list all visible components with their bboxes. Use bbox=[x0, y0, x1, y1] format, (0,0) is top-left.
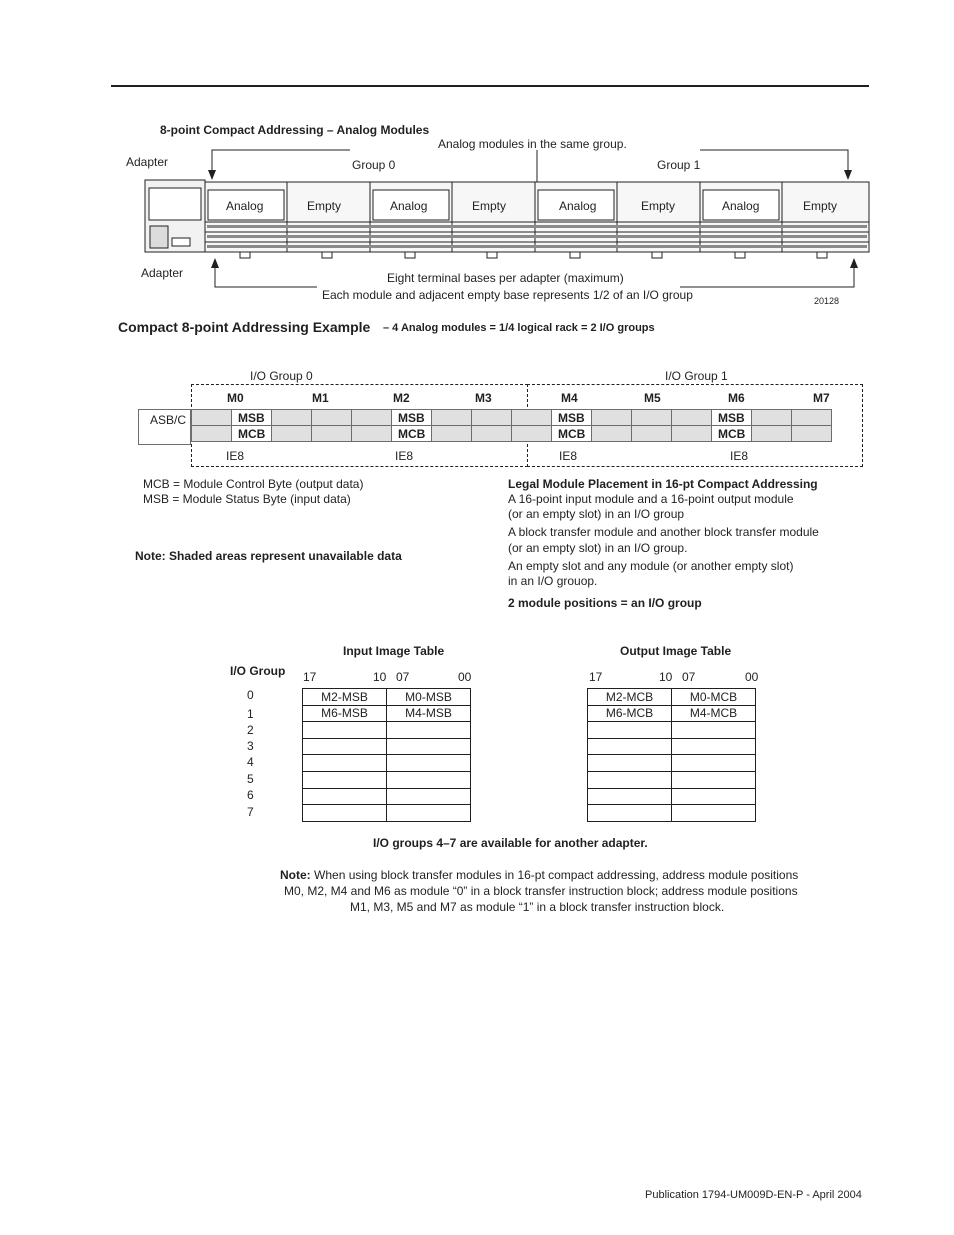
io-group-column-label: I/O Group bbox=[230, 664, 286, 678]
module-header: M5 bbox=[644, 391, 661, 405]
table-row: M6-MSB M4-MSB bbox=[303, 705, 471, 722]
table-row bbox=[303, 788, 471, 805]
table-row: M2-MSB M0-MSB bbox=[303, 689, 471, 706]
module-header: M4 bbox=[561, 391, 578, 405]
ie8-label: IE8 bbox=[395, 449, 414, 463]
ie8-label: IE8 bbox=[730, 449, 749, 463]
note-label: Note: bbox=[280, 868, 311, 882]
module-label: Empty bbox=[641, 199, 676, 213]
group-number: 4 bbox=[247, 755, 254, 769]
table-row bbox=[192, 410, 832, 426]
output-table-title: Output Image Table bbox=[620, 644, 732, 658]
module-label: Analog bbox=[226, 199, 264, 213]
placement-line: (or an empty slot) in an I/O group. bbox=[508, 541, 688, 555]
msb-cell: MSB bbox=[232, 410, 272, 426]
group-number: 0 bbox=[247, 688, 254, 702]
bit-label: 07 bbox=[682, 670, 696, 684]
placement-line: A 16-point input module and a 16-point output module bbox=[508, 492, 794, 506]
table-row bbox=[303, 722, 471, 739]
table-row bbox=[588, 722, 756, 739]
asbc-label: ASB/C bbox=[138, 409, 191, 445]
module-header: M6 bbox=[728, 391, 745, 405]
figure-top-note: Analog modules in the same group. bbox=[438, 137, 627, 151]
bit-label: 00 bbox=[458, 670, 472, 684]
bit-label: 17 bbox=[589, 670, 603, 684]
io-group-0-label: I/O Group 0 bbox=[250, 369, 313, 383]
module-label: Empty bbox=[307, 199, 342, 213]
table-row: M2-MCB M0-MCB bbox=[588, 689, 756, 706]
group-number: 6 bbox=[247, 788, 254, 802]
addressing-table bbox=[191, 409, 832, 442]
output-image-table bbox=[587, 688, 756, 822]
table-row bbox=[303, 738, 471, 755]
table-row: M6-MCB M4-MCB bbox=[588, 705, 756, 722]
module-header: M2 bbox=[393, 391, 410, 405]
table-row bbox=[303, 755, 471, 772]
bit-label: 10 bbox=[373, 670, 387, 684]
group-number: 1 bbox=[247, 707, 254, 721]
group-number: 7 bbox=[247, 805, 254, 819]
table-row bbox=[303, 771, 471, 788]
note-text: When using block transfer modules in 16-pt compact addressing, address module positions bbox=[314, 868, 799, 882]
table-row bbox=[192, 426, 832, 442]
example-title: Compact 8-point Addressing Example bbox=[118, 319, 371, 335]
table-row bbox=[588, 771, 756, 788]
publication-footer: Publication 1794-UM009D-EN-P - April 2004 bbox=[645, 1189, 862, 1201]
io-group-1-label: I/O Group 1 bbox=[665, 369, 728, 383]
bit-label: 07 bbox=[396, 670, 410, 684]
msb-cell: MSB bbox=[392, 410, 432, 426]
module-header: M7 bbox=[813, 391, 830, 405]
bottom-note-line-3: M1, M3, M5 and M7 as module “1” in a block transfer instruction block. bbox=[350, 900, 725, 914]
module-label: Empty bbox=[803, 199, 838, 213]
table-row bbox=[588, 805, 756, 822]
shaded-note: Note: Shaded areas represent unavailable data bbox=[135, 549, 402, 563]
table-row bbox=[588, 738, 756, 755]
msb-cell: MSB bbox=[712, 410, 752, 426]
mcb-cell: MCB bbox=[232, 426, 272, 442]
figure-id: 20128 bbox=[814, 296, 840, 306]
module-label: Analog bbox=[559, 199, 597, 213]
bit-label: 10 bbox=[659, 670, 673, 684]
placement-title: Legal Module Placement in 16-pt Compact Addressing bbox=[508, 477, 818, 491]
ie8-label: IE8 bbox=[559, 449, 578, 463]
table-row bbox=[588, 788, 756, 805]
terminal-bases-illustration bbox=[0, 0, 954, 320]
placement-line: An empty slot and any module (or another empty slot) bbox=[508, 559, 794, 573]
msb-definition: MSB = Module Status Byte (input data) bbox=[143, 492, 351, 506]
module-label: Analog bbox=[390, 199, 428, 213]
placement-line: A block transfer module and another block transfer module bbox=[508, 525, 819, 539]
mcb-definition: MCB = Module Control Byte (output data) bbox=[143, 477, 364, 491]
placement-line: in an I/O grouop. bbox=[508, 574, 598, 588]
input-image-table bbox=[302, 688, 471, 822]
adapter-label-top: Adapter bbox=[126, 155, 169, 169]
example-subtitle: – 4 Analog modules = 1/4 logical rack = 2 I/O groups bbox=[383, 322, 655, 334]
group0-label: Group 0 bbox=[352, 158, 396, 172]
bottom-note-line-2: M0, M2, M4 and M6 as module “0” in a block transfer instruction block; address module positions bbox=[284, 884, 798, 898]
placement-line: (or an empty slot) in an I/O group bbox=[508, 507, 685, 521]
figure-bottom-note-2: Each module and adjacent empty base represents 1/2 of an I/O group bbox=[322, 288, 693, 302]
adapter-label-bottom: Adapter bbox=[141, 266, 184, 280]
module-header: M3 bbox=[475, 391, 492, 405]
ie8-label: IE8 bbox=[226, 449, 245, 463]
table-row bbox=[588, 755, 756, 772]
module-label: Empty bbox=[472, 199, 507, 213]
available-groups-note: I/O groups 4–7 are available for another adapter. bbox=[373, 836, 648, 850]
module-header: M0 bbox=[227, 391, 244, 405]
mcb-cell: MCB bbox=[712, 426, 752, 442]
bit-label: 00 bbox=[745, 670, 759, 684]
module-header: M1 bbox=[312, 391, 329, 405]
table-row bbox=[303, 805, 471, 822]
bottom-note-line-1 bbox=[280, 868, 798, 882]
group1-label: Group 1 bbox=[657, 158, 701, 172]
input-table-title: Input Image Table bbox=[343, 644, 445, 658]
placement-summary: 2 module positions = an I/O group bbox=[508, 596, 702, 610]
group-number: 5 bbox=[247, 772, 254, 786]
module-label: Analog bbox=[722, 199, 760, 213]
group-number: 2 bbox=[247, 723, 254, 737]
figure-bottom-note-1: Eight terminal bases per adapter (maximum) bbox=[387, 271, 624, 285]
bit-label: 17 bbox=[303, 670, 317, 684]
mcb-cell: MCB bbox=[552, 426, 592, 442]
figure-title: 8-point Compact Addressing – Analog Modules bbox=[160, 123, 430, 137]
mcb-cell: MCB bbox=[392, 426, 432, 442]
group-number: 3 bbox=[247, 739, 254, 753]
msb-cell: MSB bbox=[552, 410, 592, 426]
